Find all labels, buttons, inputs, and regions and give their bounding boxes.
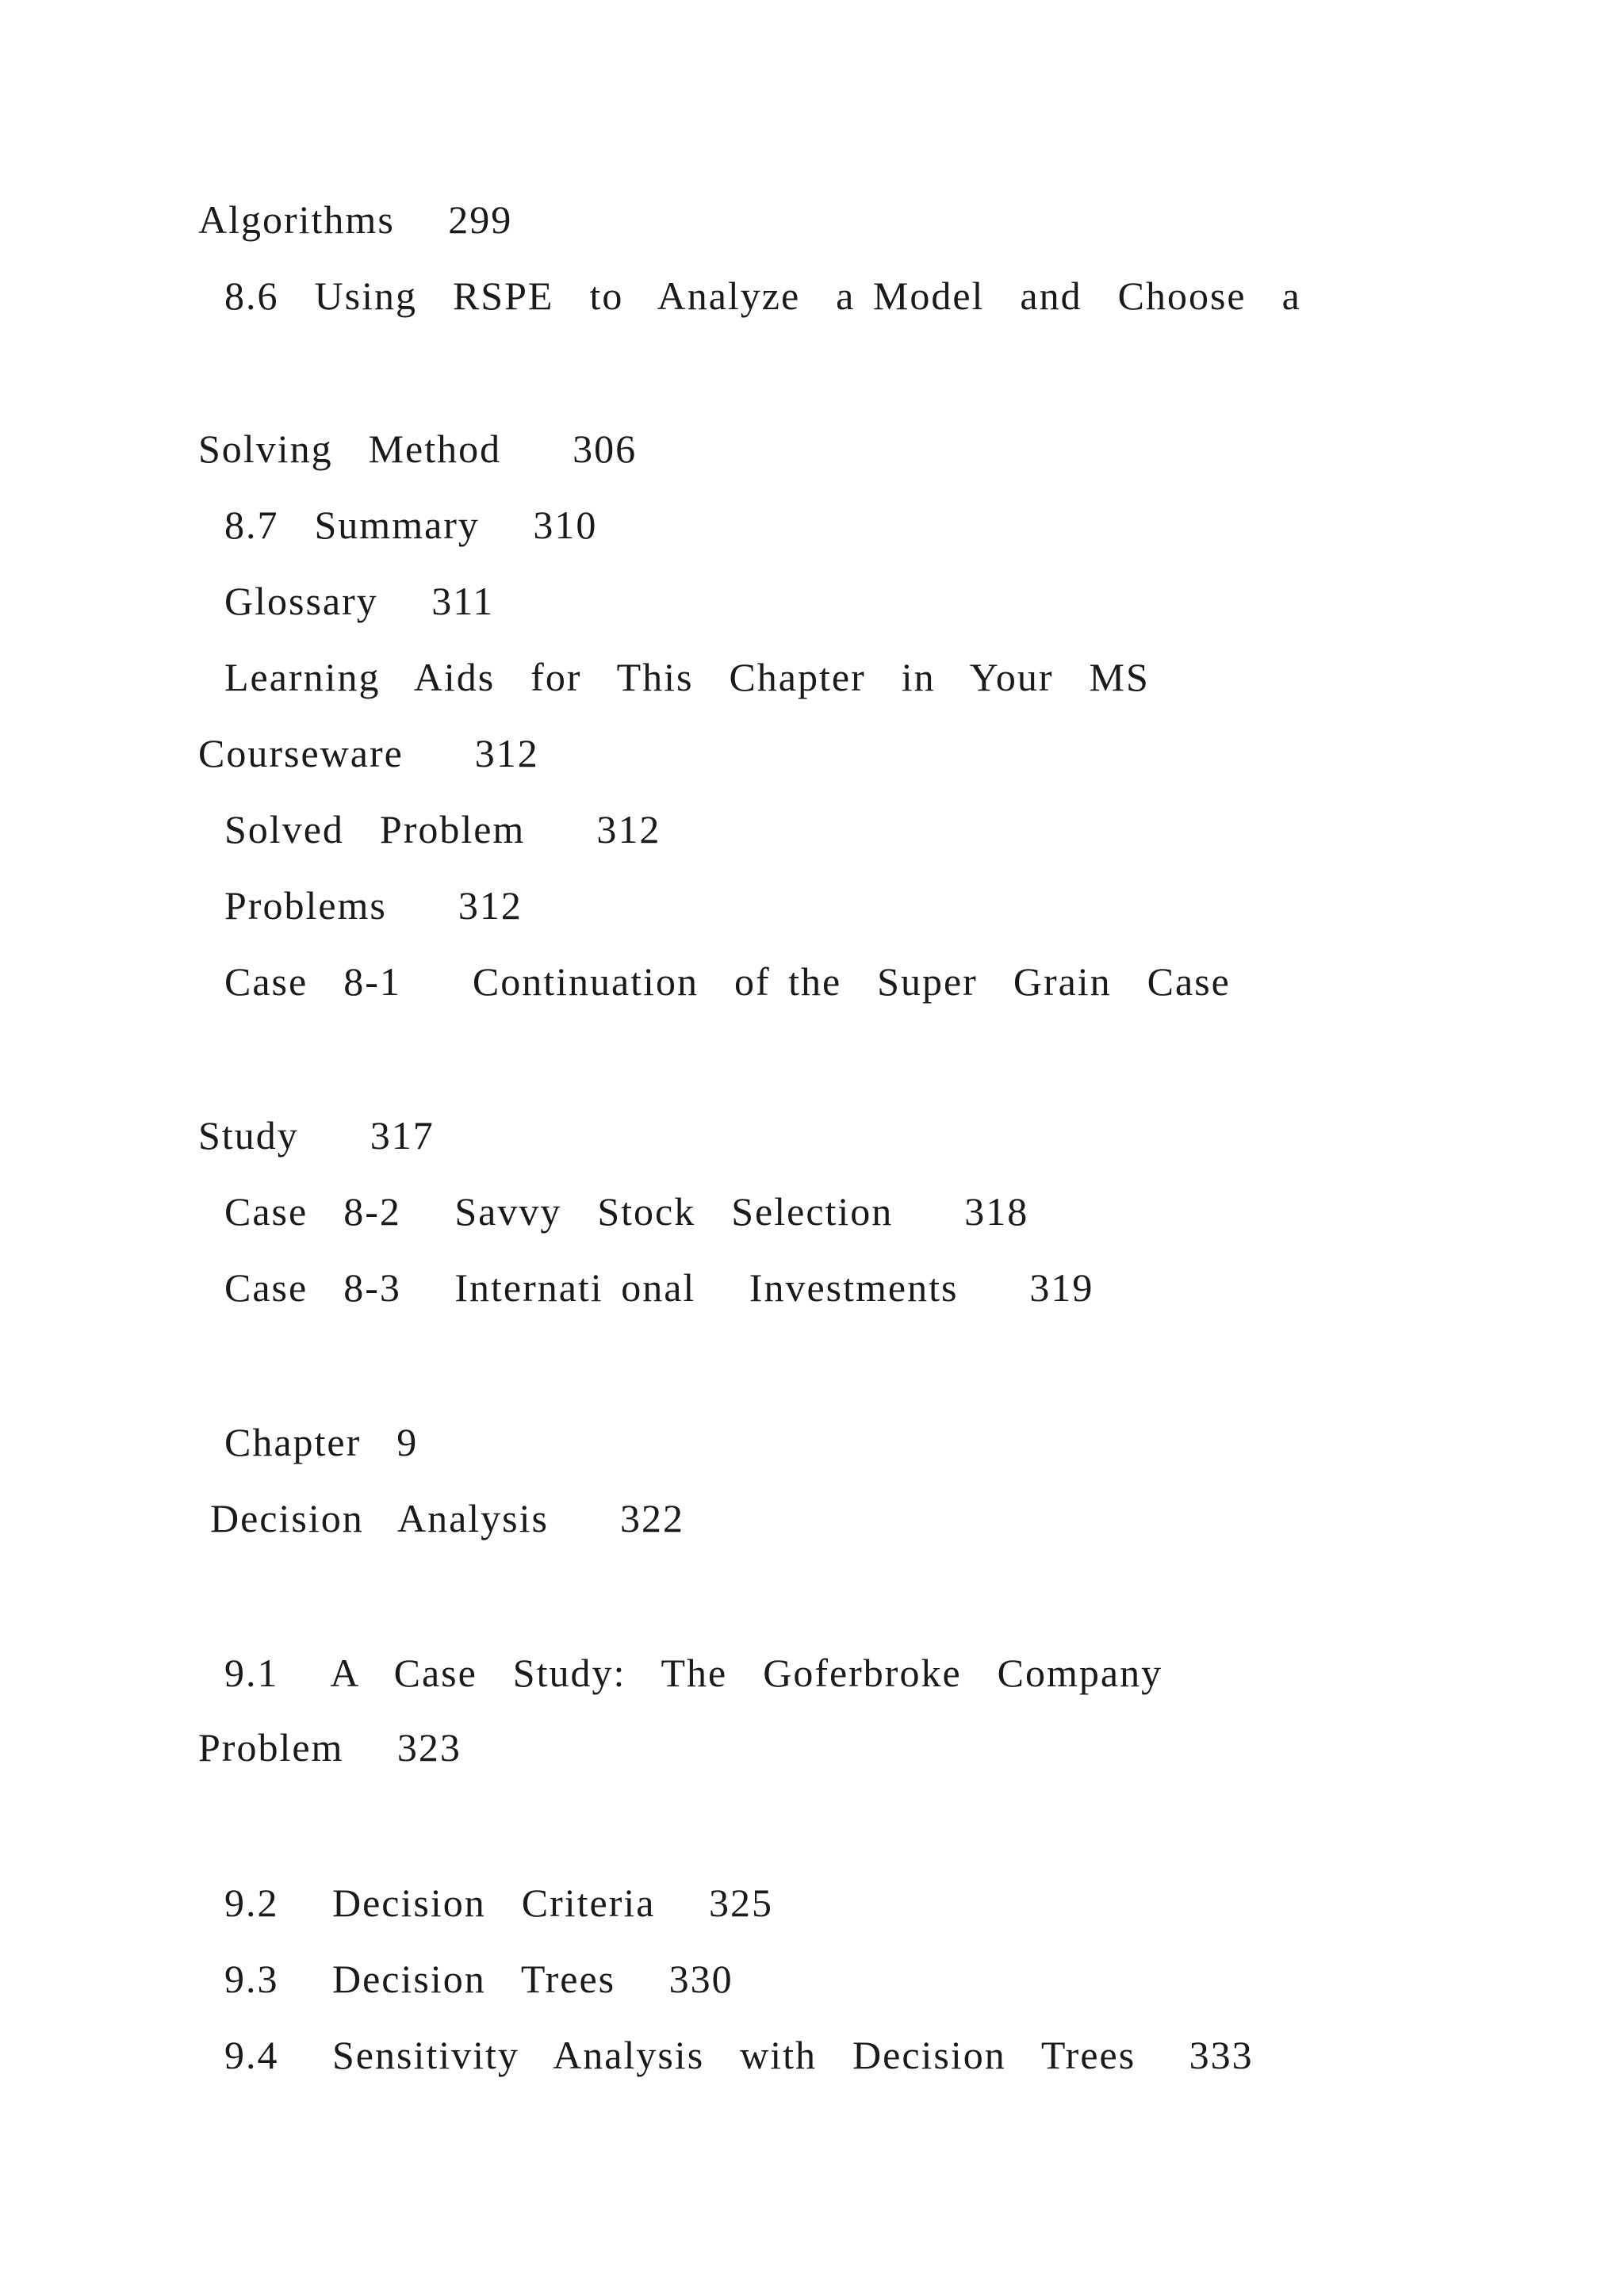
toc-entry-8-6: 8.6 Using RSPE to Analyze a Model and Choose a	[224, 274, 1301, 318]
toc-entry-9-1: 9.1 A Case Study: The Goferbroke Company	[224, 1651, 1163, 1695]
toc-entry-9-4: 9.4 Sensitivity Analysis with Decision Trees 333	[224, 2033, 1254, 2077]
toc-line-solving-method: Solving Method 306	[198, 427, 638, 471]
toc-entry-case-8-2: Case 8-2 Savvy Stock Selection 318	[224, 1189, 1029, 1234]
toc-entry-glossary: Glossary 311	[224, 579, 495, 623]
toc-chapter-heading: Chapter 9	[224, 1420, 419, 1464]
toc-line-courseware: Courseware 312	[198, 731, 539, 775]
toc-line-algorithms: Algorithms 299	[198, 197, 513, 242]
toc-entry-9-3: 9.3 Decision Trees 330	[224, 1957, 733, 2001]
toc-line-problem: Problem 323	[198, 1725, 462, 1770]
toc-entry-learning-aids: Learning Aids for This Chapter in Your MS	[224, 655, 1150, 699]
toc-entry-problems: Problems 312	[224, 883, 523, 928]
toc-entry-8-7: 8.7 Summary 310	[224, 503, 598, 547]
toc-entry-case-8-1: Case 8-1 Continuation of the Super Grain Case	[224, 959, 1231, 1004]
toc-chapter-title: Decision Analysis 322	[210, 1496, 684, 1540]
toc-entry-solved-problem: Solved Problem 312	[224, 807, 661, 851]
toc-entry-case-8-3: Case 8-3 Internati onal Investments 319	[224, 1265, 1094, 1310]
toc-entry-9-2: 9.2 Decision Criteria 325	[224, 1881, 773, 1925]
toc-line-study: Study 317	[198, 1113, 435, 1158]
